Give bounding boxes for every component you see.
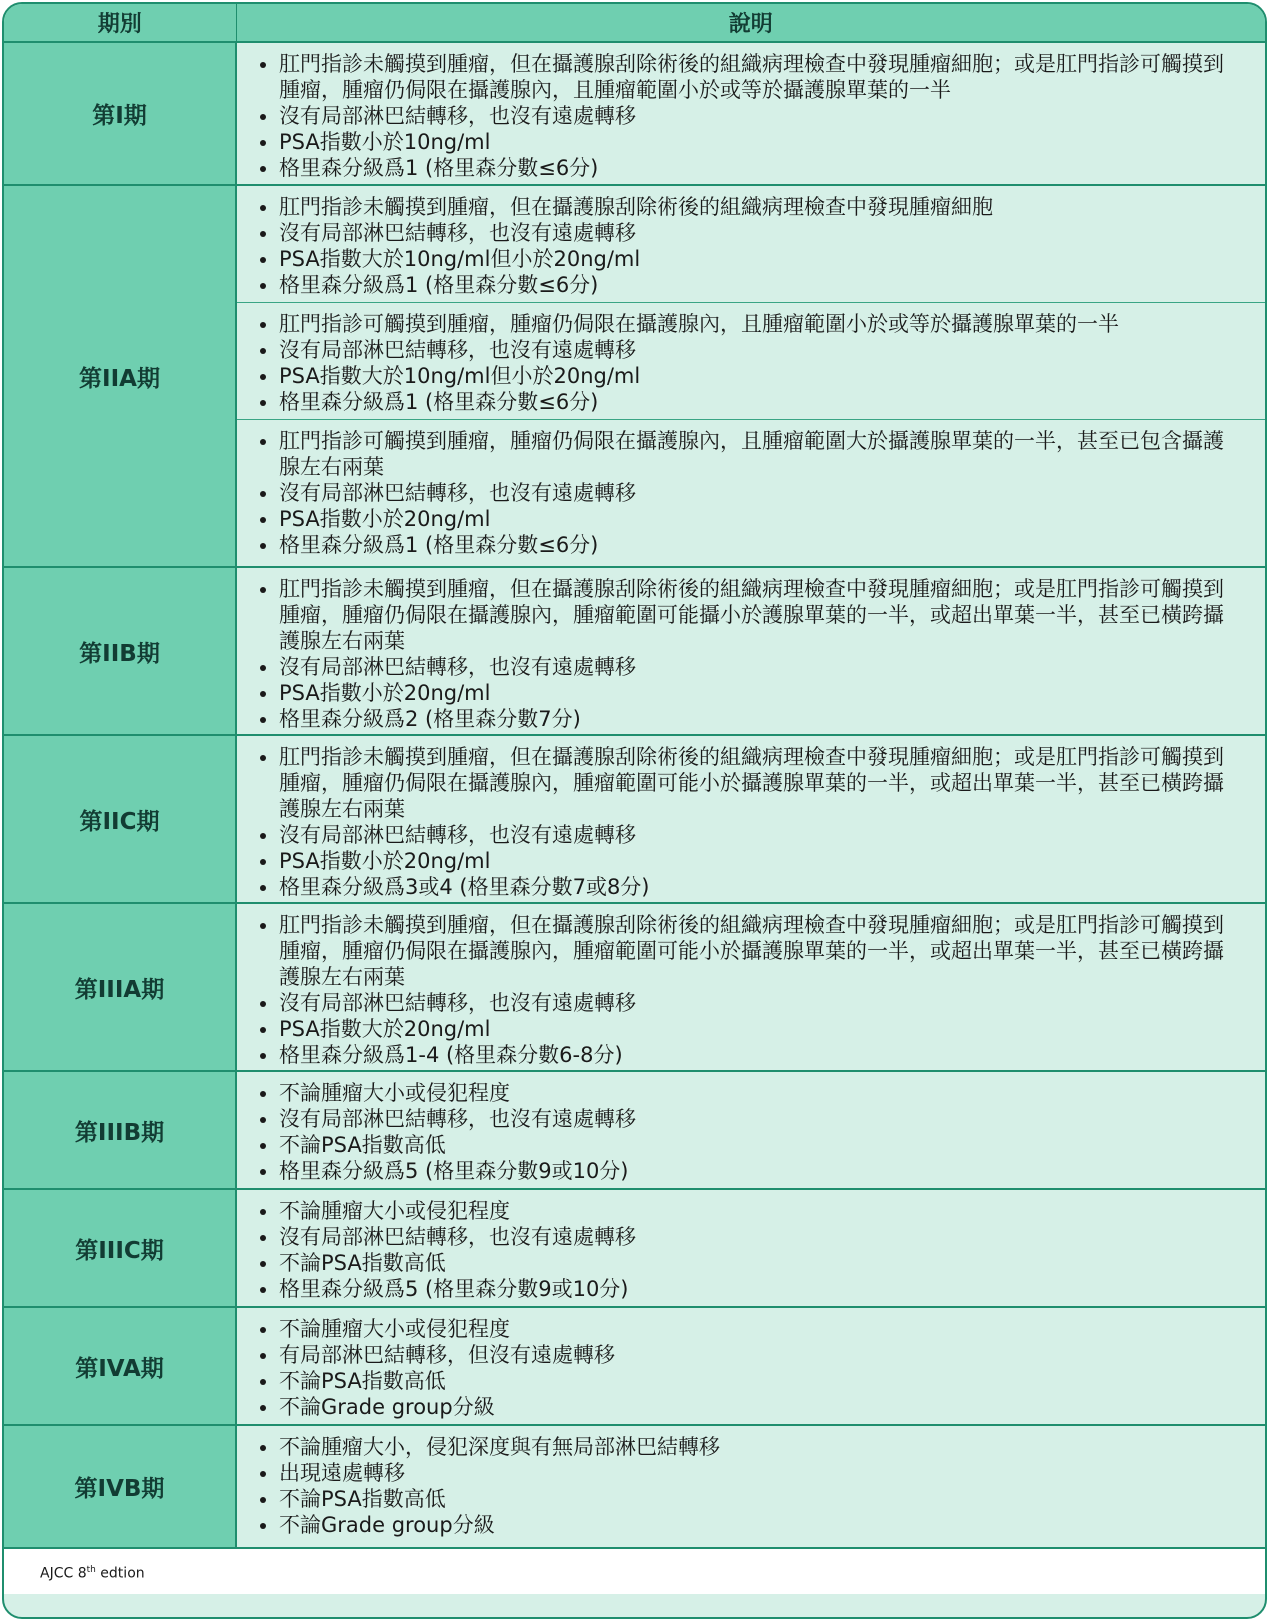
stage-description bbox=[236, 1071, 1265, 1189]
staging-table-frame bbox=[2, 2, 1267, 1619]
stage-description bbox=[236, 420, 1265, 568]
source-note bbox=[4, 1549, 1265, 1594]
criteria-item: • PSA指數小於20ng/ml bbox=[279, 848, 1235, 874]
criteria-item: • 肛門指診可觸摸到腫瘤，腫瘤仍侷限在攝護腺內，且腫瘤範圍小於或等於攝護腺單葉的一半 bbox=[279, 311, 1235, 337]
criteria-item: • 格里森分級爲2 (格里森分數7分) bbox=[279, 706, 1235, 732]
stage-description bbox=[236, 1189, 1265, 1307]
criteria-list bbox=[257, 1080, 1235, 1184]
table-row bbox=[4, 185, 1265, 303]
criteria-item: • 沒有局部淋巴結轉移，也沒有遠處轉移 bbox=[279, 1224, 1235, 1250]
stage-description bbox=[236, 185, 1265, 303]
criteria-item: • 不論PSA指數高低 bbox=[279, 1132, 1235, 1158]
criteria-item: • 不論腫瘤大小，侵犯深度與有無局部淋巴結轉移 bbox=[279, 1434, 1235, 1460]
stage-description bbox=[236, 567, 1265, 735]
criteria-list bbox=[257, 311, 1235, 415]
criteria-item: • 不論腫瘤大小或侵犯程度 bbox=[279, 1198, 1235, 1224]
staging-table bbox=[4, 4, 1265, 1549]
table-row bbox=[4, 1425, 1265, 1548]
criteria-list bbox=[257, 51, 1235, 181]
criteria-item: • 不論Grade group分級 bbox=[279, 1512, 1235, 1538]
criteria-list bbox=[257, 912, 1235, 1068]
criteria-item: • 格里森分級爲3或4 (格里森分數7或8分) bbox=[279, 874, 1235, 900]
table-row bbox=[4, 1307, 1265, 1425]
stage-description bbox=[236, 735, 1265, 903]
criteria-item: • PSA指數大於20ng/ml bbox=[279, 1016, 1235, 1042]
stage-label: 第IIA期 bbox=[4, 185, 236, 567]
criteria-item: • PSA指數小於20ng/ml bbox=[279, 506, 1235, 532]
criteria-item: • 沒有局部淋巴結轉移，也沒有遠處轉移 bbox=[279, 990, 1235, 1016]
criteria-item: • 不論腫瘤大小或侵犯程度 bbox=[279, 1316, 1235, 1342]
criteria-item: • 不論PSA指數高低 bbox=[279, 1250, 1235, 1276]
criteria-item: • 沒有局部淋巴結轉移，也沒有遠處轉移 bbox=[279, 654, 1235, 680]
criteria-item: • 出現遠處轉移 bbox=[279, 1460, 1235, 1486]
criteria-item: • 沒有局部淋巴結轉移，也沒有遠處轉移 bbox=[279, 103, 1235, 129]
source-suffix: edtion bbox=[95, 1565, 145, 1582]
criteria-item: • PSA指數小於10ng/ml bbox=[279, 129, 1235, 155]
criteria-item: • 沒有局部淋巴結轉移，也沒有遠處轉移 bbox=[279, 822, 1235, 848]
stage-description bbox=[236, 42, 1265, 185]
source-prefix: AJCC 8 bbox=[40, 1565, 87, 1582]
table-row bbox=[4, 42, 1265, 185]
source-sup: th bbox=[86, 1565, 96, 1575]
criteria-item: • 沒有局部淋巴結轉移，也沒有遠處轉移 bbox=[279, 480, 1235, 506]
table-row bbox=[4, 735, 1265, 903]
header-description: 說明 bbox=[236, 4, 1265, 42]
criteria-item: • 格里森分級爲5 (格里森分數9或10分) bbox=[279, 1158, 1235, 1184]
header-row bbox=[4, 4, 1265, 42]
criteria-list bbox=[257, 194, 1235, 298]
stage-label: 第IIIA期 bbox=[4, 903, 236, 1071]
criteria-item: • 沒有局部淋巴結轉移，也沒有遠處轉移 bbox=[279, 220, 1235, 246]
criteria-item: • PSA指數大於10ng/ml但小於20ng/ml bbox=[279, 246, 1235, 272]
table-row bbox=[4, 1189, 1265, 1307]
stage-label: 第IIB期 bbox=[4, 567, 236, 735]
stage-description bbox=[236, 903, 1265, 1071]
table-row bbox=[4, 567, 1265, 735]
stage-description bbox=[236, 303, 1265, 420]
criteria-item: • 格里森分級爲5 (格里森分數9或10分) bbox=[279, 1276, 1235, 1302]
criteria-item: • 不論PSA指數高低 bbox=[279, 1368, 1235, 1394]
criteria-list bbox=[257, 576, 1235, 732]
criteria-item: • 格里森分級爲1 (格里森分數≤6分) bbox=[279, 155, 1235, 181]
criteria-item: • 格里森分級爲1-4 (格里森分數6-8分) bbox=[279, 1042, 1235, 1068]
criteria-list bbox=[257, 744, 1235, 900]
stage-label: 第IIC期 bbox=[4, 735, 236, 903]
stage-label: 第IIIB期 bbox=[4, 1071, 236, 1189]
criteria-item: • 肛門指診未觸摸到腫瘤，但在攝護腺刮除術後的組織病理檢查中發現腫瘤細胞；或是肛門指診可觸摸到腫瘤，腫瘤仍侷限在攝護腺內，腫瘤範圍可能小於攝護腺單葉的一半，或超出單葉一半，甚至已橫跨攝護腺左右兩葉 bbox=[279, 744, 1235, 822]
criteria-list bbox=[257, 1434, 1235, 1538]
table-row bbox=[4, 1071, 1265, 1189]
criteria-item: • 格里森分級爲1 (格里森分數≤6分) bbox=[279, 532, 1235, 558]
criteria-list bbox=[257, 1316, 1235, 1420]
criteria-item: • 格里森分級爲1 (格里森分數≤6分) bbox=[279, 389, 1235, 415]
criteria-item: • 肛門指診可觸摸到腫瘤，腫瘤仍侷限在攝護腺內，且腫瘤範圍大於攝護腺單葉的一半，甚至已包含攝護腺左右兩葉 bbox=[279, 428, 1235, 480]
criteria-item: • 肛門指診未觸摸到腫瘤，但在攝護腺刮除術後的組織病理檢查中發現腫瘤細胞；或是肛門指診可觸摸到腫瘤，腫瘤仍侷限在攝護腺內，腫瘤範圍可能攝小於護腺單葉的一半，或超出單葉一半，甚至已橫跨攝護腺左右兩葉 bbox=[279, 576, 1235, 654]
header-stage: 期別 bbox=[4, 4, 236, 42]
criteria-item: • PSA指數小於20ng/ml bbox=[279, 680, 1235, 706]
criteria-list bbox=[257, 1198, 1235, 1302]
criteria-item: • 不論腫瘤大小或侵犯程度 bbox=[279, 1080, 1235, 1106]
criteria-item: • 肛門指診未觸摸到腫瘤，但在攝護腺刮除術後的組織病理檢查中發現腫瘤細胞 bbox=[279, 194, 1235, 220]
criteria-item: • 有局部淋巴結轉移，但沒有遠處轉移 bbox=[279, 1342, 1235, 1368]
criteria-item: • 肛門指診未觸摸到腫瘤，但在攝護腺刮除術後的組織病理檢查中發現腫瘤細胞；或是肛門指診可觸摸到腫瘤，腫瘤仍侷限在攝護腺內，且腫瘤範圍小於或等於攝護腺單葉的一半 bbox=[279, 51, 1235, 103]
criteria-item: • 不論PSA指數高低 bbox=[279, 1486, 1235, 1512]
criteria-item: • 沒有局部淋巴結轉移，也沒有遠處轉移 bbox=[279, 1106, 1235, 1132]
criteria-item: • 肛門指診未觸摸到腫瘤，但在攝護腺刮除術後的組織病理檢查中發現腫瘤細胞；或是肛門指診可觸摸到腫瘤，腫瘤仍侷限在攝護腺內，腫瘤範圍可能小於攝護腺單葉的一半，或超出單葉一半，甚至已橫跨攝護腺左右兩葉 bbox=[279, 912, 1235, 990]
criteria-item: • 格里森分級爲1 (格里森分數≤6分) bbox=[279, 272, 1235, 298]
criteria-item: • 沒有局部淋巴結轉移，也沒有遠處轉移 bbox=[279, 337, 1235, 363]
table-row bbox=[4, 903, 1265, 1071]
stage-label: 第IVB期 bbox=[4, 1425, 236, 1548]
stage-label: 第IIIC期 bbox=[4, 1189, 236, 1307]
stage-description bbox=[236, 1307, 1265, 1425]
stage-label: 第I期 bbox=[4, 42, 236, 185]
stage-label: 第IVA期 bbox=[4, 1307, 236, 1425]
criteria-list bbox=[257, 428, 1235, 558]
criteria-item: • PSA指數大於10ng/ml但小於20ng/ml bbox=[279, 363, 1235, 389]
stage-description bbox=[236, 1425, 1265, 1548]
criteria-item: • 不論Grade group分級 bbox=[279, 1394, 1235, 1420]
